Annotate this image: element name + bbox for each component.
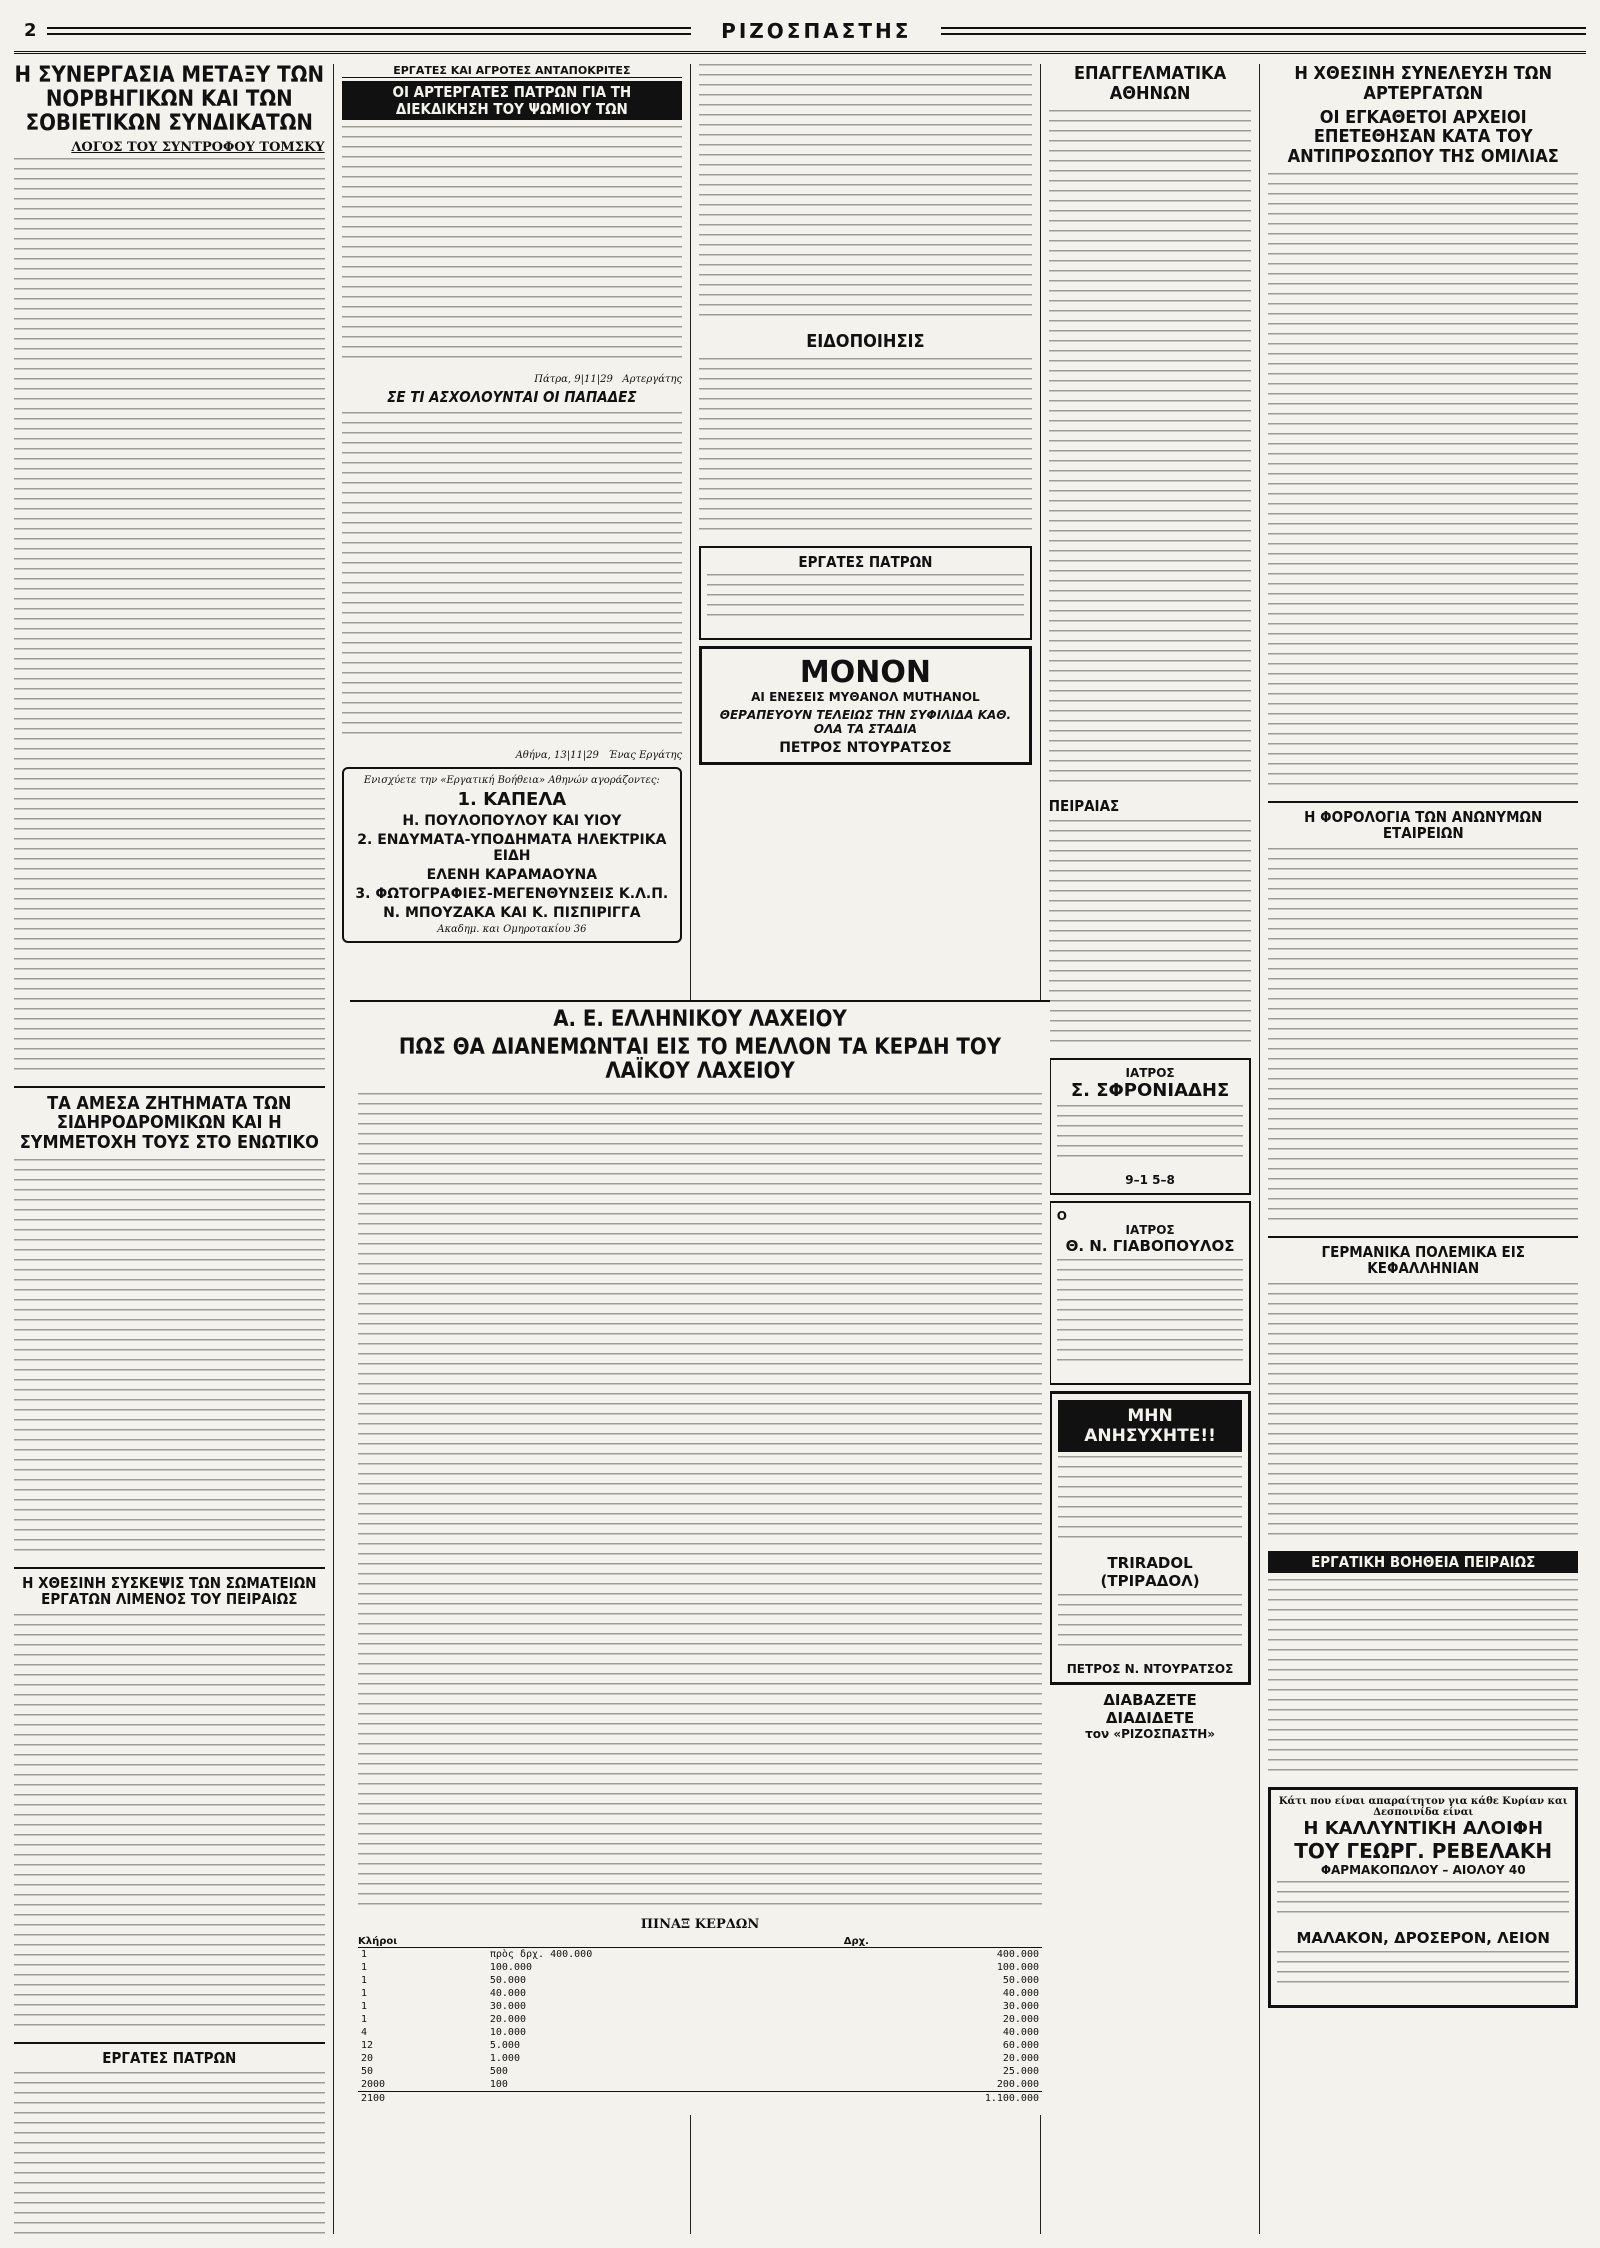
table-cell: 40.000 bbox=[1002, 2026, 1039, 2038]
table-row bbox=[358, 2078, 1042, 2092]
ad-line: ΦΑΡΜΑΚΟΠΩΛΟΥ – ΑΙΟΛΟΥ 40 bbox=[1320, 1863, 1526, 1878]
table-cell: 1 bbox=[361, 1974, 368, 1986]
table-row bbox=[358, 2065, 1042, 2078]
article-headline: ΕΡΓΑΤΙΚΗ ΒΟΗΘΕΙΑ ΠΕΙΡΑΙΩΣ bbox=[1268, 1551, 1578, 1574]
table-row bbox=[358, 2026, 1042, 2039]
article-body bbox=[1268, 848, 1578, 1228]
table-header bbox=[487, 1936, 844, 1948]
article-headline: ΟΙ ΑΡΤΕΡΓΑΤΕΣ ΠΑΤΡΩΝ ΓΙΑ ΤΗ ΔΙΕΚΔΙΚΗΣΗ ΤΟΥ ΨΩΜΙΟΥ ΤΩΝ bbox=[342, 81, 683, 120]
ad-label: ΙΑΤΡΟΣ bbox=[1125, 1066, 1175, 1081]
table-cell bbox=[487, 2091, 844, 2105]
table-cell: 100.000 bbox=[996, 1961, 1039, 1973]
article-headline: Η ΦΟΡΟΛΟΓΙΑ ΤΩΝ ΑΝΩΝΥΜΩΝ ΕΤΑΙΡΕΙΩΝ bbox=[1304, 807, 1543, 843]
table-cell: 2000 bbox=[361, 2078, 386, 2090]
column-4 bbox=[1049, 64, 1261, 2234]
article-subheadline: ΟΙ ΕΓΚΑΘΕΤΟΙ ΑΡΧΕΙΟΙ ΕΠΕΤΕΘΗΣΑΝ ΚΑΤΑ ΤΟΥ ΑΝΤΙΠΡΟΣΩΠΟΥ ΤΗΣ ΟΜΙΛΙΑΣ bbox=[1287, 106, 1559, 168]
article-headline: Η ΧΘΕΣΙΝΗ ΣΥΝΕΛΕΥΣΗ ΤΩΝ ΑΡΤΕΡΓΑΤΩΝ bbox=[1294, 64, 1553, 104]
ad-banner: ΜΗΝ ΑΝΗΣΥΧΗΤΕ!! bbox=[1058, 1400, 1243, 1452]
ad-item: Η. ΠΟΥΛΟΠΟΥΛΟΥ ΚΑΙ ΥΙΟΥ bbox=[402, 812, 622, 829]
box-title: ΕΡΓΑΤΕΣ ΠΑΤΡΩΝ bbox=[798, 552, 933, 571]
ad-name: Θ. Ν. ΓΙΑΒΟΠΟΥΛΟΣ bbox=[1065, 1237, 1235, 1256]
ad-signature: ΠΕΤΡΟΣ Ν. ΝΤΟΥΡΑΤΣΟΣ bbox=[1066, 1662, 1234, 1677]
table-cell: 50.000 bbox=[1002, 1974, 1039, 1986]
table-cell: 100 bbox=[489, 2078, 508, 2090]
table-cell: 50 bbox=[361, 2065, 374, 2077]
article-body bbox=[342, 412, 683, 742]
article-body bbox=[14, 158, 325, 1078]
table-cell: 20.000 bbox=[1002, 2052, 1039, 2064]
table-cell: 1.000 bbox=[489, 2052, 520, 2064]
table-row bbox=[358, 2052, 1042, 2065]
table-row bbox=[358, 1961, 1042, 1974]
article-headline: Α. Ε. ΕΛΛΗΝΙΚΟΥ ΛΑΧΕΙΟΥ bbox=[553, 1007, 847, 1032]
ad-words: ΜΑΛΑΚΟΝ, ΔΡΟΣΕΡΟΝ, ΛΕΙΟΝ bbox=[1296, 1929, 1550, 1948]
section-kicker: ΕΡΓΑΤΕΣ ΚΑΙ ΑΓΡΟΤΕΣ ΑΝΤΑΠΟΚΡΙΤΕΣ bbox=[342, 64, 683, 78]
workers-patras-box bbox=[699, 546, 1032, 641]
article-subheadline: ΛΟΓΟΣ ΤΟΥ ΣΥΝΤΡΟΦΟΥ ΤΟΜΣΚΥ bbox=[71, 139, 325, 155]
article-body bbox=[699, 358, 1032, 538]
ad-title: ΤΟΥ ΓΕΩΡΓ. ΡΕΒΕΛΑΚΗ bbox=[1294, 1839, 1553, 1864]
table-cell: 50.000 bbox=[489, 1974, 526, 1986]
ad-triradol bbox=[1049, 1391, 1252, 1685]
ad-label: ΙΑΤΡΟΣ bbox=[1125, 1223, 1175, 1238]
section-title: ΠΕΙΡΑΙΑΣ bbox=[1048, 796, 1120, 815]
table-cell: 40.000 bbox=[1002, 1987, 1039, 1999]
article-body bbox=[14, 1614, 325, 2034]
table-cell: 2100 bbox=[358, 2091, 487, 2105]
table-cell: 4 bbox=[361, 2026, 368, 2038]
table-cell: 1 bbox=[361, 1948, 368, 1960]
paper-title: ΡΙΖΟΣΠΑΣΤΗΣ bbox=[721, 18, 912, 43]
table-cell: 1 bbox=[361, 1961, 368, 1973]
table-cell: 1 bbox=[361, 2013, 368, 2025]
article-subheadline: ΠΩΣ ΘΑ ΔΙΑΝΕΜΩΝΤΑΙ ΕΙΣ ΤΟ ΜΕΛΛΟΝ ΤΑ ΚΕΡΔΗ ΤΟΥ ΛΑΪΚΟΥ ΛΑΧΕΙΟΥ bbox=[398, 1035, 1002, 1085]
table-cell: 30.000 bbox=[489, 2000, 526, 2012]
ad-doctor-2: Ο ΙΑΤΡΟΣ Θ. Ν. ΓΙΑΒΟΠΟΥΛΟΣ bbox=[1049, 1201, 1252, 1385]
table-cell: 20 bbox=[361, 2052, 374, 2064]
ad-doctor-1 bbox=[1049, 1058, 1252, 1195]
table-cell: πρὸς δρχ. 400.000 bbox=[489, 1948, 593, 1960]
column-1 bbox=[14, 64, 334, 2234]
table-cell: 1 bbox=[361, 2000, 368, 2012]
article-headline: Η ΣΥΝΕΡΓΑΣΙΑ ΜΕΤΑΞΥ ΤΩΝ ΝΟΡΒΗΓΙΚΩΝ ΚΑΙ ΤΩΝ ΣΟΒΙΕΤΙΚΩΝ ΣΥΝΔΙΚΑΤΩΝ bbox=[14, 64, 325, 137]
ad-item: 3. ΦΩΤΟΓΡΑΦΙΕΣ-ΜΕΓΕΝΘΥΝΣΕΙΣ Κ.Λ.Π. bbox=[355, 885, 669, 902]
article-headline: ΕΡΓΑΤΕΣ ΠΑΤΡΩΝ bbox=[102, 2048, 237, 2067]
table-cell: 1.100.000 bbox=[844, 2091, 1042, 2105]
table-cell: 200.000 bbox=[996, 2078, 1039, 2090]
article-headline: ΤΑ ΑΜΕΣΑ ΖΗΤΗΜΑΤΑ ΤΩΝ ΣΙΔΗΡΟΔΡΟΜΙΚΩΝ ΚΑΙ Η ΣΥΜΜΕΤΟΧΗ ΤΟΥΣ ΣΤΟ ΕΝΩΤΙΚΟ bbox=[19, 1092, 319, 1154]
prize-table-caption: ΠΙΝΑΞ ΚΕΡΔΩΝ bbox=[640, 1916, 760, 1932]
table-cell: 20.000 bbox=[1002, 2013, 1039, 2025]
prize-table bbox=[358, 1936, 1042, 2105]
read-notice: ΔΙΑΒΑΖΕΤΕ ΔΙΑΔΙΔΕΤΕ τον «ΡΙΖΟΣΠΑΣΤΗ» bbox=[1085, 1691, 1215, 1742]
article-signature: Αθήνα, 13|11|29 Ένας Εργάτης bbox=[515, 749, 683, 761]
ad-name: ΠΕΤΡΟΣ ΝΤΟΥΡΑΤΣΟΣ bbox=[779, 740, 952, 757]
table-row bbox=[358, 1947, 1042, 1961]
ad-item: 2. ΕΝΔΥΜΑΤΑ-ΥΠΟΔΗΜΑΤΑ ΗΛΕΚΤΡΙΚΑ ΕΙΔΗ bbox=[357, 831, 667, 864]
table-cell: 25.000 bbox=[1002, 2065, 1039, 2077]
table-cell: 60.000 bbox=[1002, 2039, 1039, 2051]
table-header: Δρχ. bbox=[844, 1936, 1042, 1948]
ad-line: ΘΕΡΑΠΕΥΟΥΝ ΤΕΛΕΙΩΣ ΤΗΝ ΣΥΦΙΛΙΔΑ ΚΑΘ. ΟΛΑ ΤΑ ΣΤΑΔΙΑ bbox=[719, 708, 1012, 737]
article-body bbox=[1268, 1579, 1578, 1779]
article-body bbox=[1268, 1283, 1578, 1543]
article-body bbox=[14, 1159, 325, 1559]
ad-title: Η ΚΑΛΛΥΝΤΙΚΗ ΑΛΟΙΦΗ bbox=[1303, 1818, 1544, 1840]
ad-footer: Ακαδημ. και Ομηροτακίου 36 bbox=[437, 923, 587, 935]
article-headline: Η ΧΘΕΣΙΝΗ ΣΥΣΚΕΨΙΣ ΤΩΝ ΣΩΜΑΤΕΙΩΝ ΕΡΓΑΤΩΝ ΛΙΜΕΝΟΣ ΤΟΥ ΠΕΙΡΑΙΩΣ bbox=[22, 1573, 317, 1609]
table-cell: 5.000 bbox=[489, 2039, 520, 2051]
table-row bbox=[358, 2013, 1042, 2026]
column-5 bbox=[1268, 64, 1586, 2234]
ad-revelakis bbox=[1268, 1787, 1578, 2008]
ad-name: Σ. ΣΦΡΟΝΙΑΔΗΣ bbox=[1070, 1080, 1230, 1102]
article-body bbox=[1049, 110, 1252, 790]
article-headline: ΕΠΑΓΓΕΛΜΑΤΙΚΑ ΑΘΗΝΩΝ bbox=[1073, 64, 1227, 104]
ad-title: ΜΟΝΟΝ bbox=[799, 655, 931, 691]
table-cell: 12 bbox=[361, 2039, 374, 2051]
masthead bbox=[14, 10, 1586, 54]
table-cell: 400.000 bbox=[996, 1948, 1039, 1960]
ad-item: 1. ΚΑΠΕΛΑ bbox=[457, 788, 567, 810]
ad-muthanol bbox=[699, 646, 1032, 765]
article-body bbox=[1049, 820, 1252, 1050]
table-cell: 40.000 bbox=[489, 1987, 526, 1999]
lottery-article bbox=[350, 1000, 1050, 2115]
table-cell: 100.000 bbox=[489, 1961, 533, 1973]
ad-workers-help bbox=[342, 767, 683, 943]
table-row bbox=[358, 2000, 1042, 2013]
table-total-row bbox=[358, 2091, 1042, 2105]
table-row bbox=[358, 1987, 1042, 2000]
table-cell: 10.000 bbox=[489, 2026, 526, 2038]
article-body bbox=[1268, 173, 1578, 793]
table-cell: 1 bbox=[361, 1987, 368, 1999]
article-body bbox=[358, 1093, 1042, 1913]
article-body bbox=[342, 126, 683, 366]
ad-item: Ν. ΜΠΟΥΖΑΚΑ ΚΑΙ Κ. ΠΙΣΠΙΡΙΓΓΑ bbox=[383, 904, 641, 921]
ad-item: ΕΛΕΝΗ ΚΑΡΑΜΑΟΥΝΑ bbox=[426, 866, 598, 883]
table-row bbox=[358, 1974, 1042, 1987]
ad-intro: Ενισχύετε την «Εργατική Βοήθεια» Αθηνών αγοράζοντες: bbox=[363, 774, 660, 786]
table-cell: 500 bbox=[489, 2065, 508, 2077]
article-headline: ΓΕΡΜΑΝΙΚΑ ΠΟΛΕΜΙΚΑ ΕΙΣ ΚΕΦΑΛΛΗΝΙΑΝ bbox=[1321, 1242, 1525, 1278]
article-signature: Πάτρα, 9|11|29 Αρτεργάτης bbox=[534, 374, 683, 385]
table-cell: 20.000 bbox=[489, 2013, 526, 2025]
article-body bbox=[699, 64, 1032, 324]
article-headline: ΣΕ ΤΙ ΑΣΧΟΛΟΥΝΤΑΙ ΟΙ ΠΑΠΑΔΕΣ bbox=[387, 388, 637, 406]
article-body bbox=[14, 2072, 325, 2234]
ad-product: TRIRADOL (ΤΡΙΡΑΔΟΛ) bbox=[1100, 1554, 1200, 1591]
table-header: Κλήροι bbox=[358, 1936, 487, 1948]
page-number: 2 bbox=[24, 20, 37, 41]
table-cell: 30.000 bbox=[1002, 2000, 1039, 2012]
ad-intro: Κάτι που είναι απαραίτητον για κάθε Κυρίαν και Δεσποινίδα είναι bbox=[1278, 1796, 1568, 1819]
notices-title: ΕΙΔΟΠΟΙΗΣΙΣ bbox=[806, 331, 925, 352]
ad-subtitle: ΑΙ ΕΝΕΣΕΙΣ ΜΥΘΑΝΟΛ MUTHANOL bbox=[751, 690, 980, 705]
table-row bbox=[358, 2039, 1042, 2052]
ad-hours: 9–1 5–8 bbox=[1125, 1173, 1175, 1188]
